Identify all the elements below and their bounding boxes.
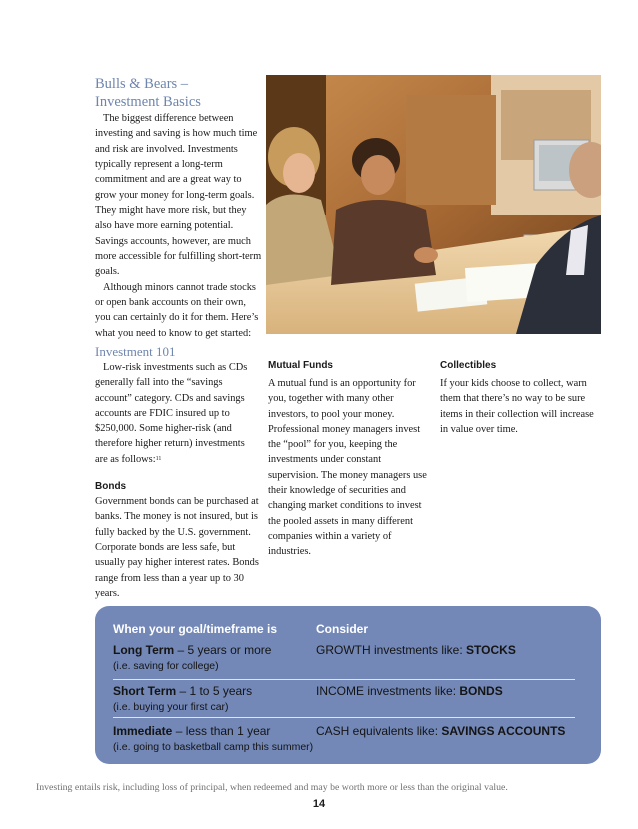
column-1 [95, 360, 260, 601]
consider-prefix: GROWTH investments like: [316, 643, 467, 657]
consider-prefix: CASH equivalents like: [316, 724, 442, 738]
investment-101-text [95, 360, 260, 467]
term-range: – 5 years or more [174, 643, 272, 657]
consider-investment: SAVINGS ACCOUNTS [441, 724, 566, 738]
bonds-text: Government bonds can be purchased at banks. The money is not insured, but is fully backed by the U.S. government. Corporate bonds are less safe, but usually pay higher interest rates. Bonds range from less than a year up to 30 years. [95, 496, 259, 599]
collectibles-heading: Collectibles [440, 360, 497, 371]
bank-photo [266, 75, 601, 334]
investment-101-body: Low-risk investments such as CDs generally fall into the “savings account” category. CDs and savings accounts are FDIC insured up to $250,000. Some higher-risk (and therefore higher return) investments are as follows: [95, 362, 248, 465]
term-example: (i.e. buying your first car) [113, 701, 229, 713]
row-term [113, 643, 271, 657]
term-example: (i.e. going to basketball camp this summer) [113, 741, 314, 753]
mutual-funds-text: A mutual fund is an opportunity for you, together with many other investors, to pool your money. Professional money managers invest the “pool” for you, keeping the investments under constant supervision. The money managers use their knowledge of securities and changing market conditions to invest the pooled assets in many different companies within a variety of industries. [268, 378, 427, 558]
row-term [113, 724, 270, 738]
title-line-2: Investment Basics [95, 94, 201, 110]
bank-scene-image [266, 75, 601, 334]
term-name: Immediate [113, 724, 173, 738]
row-divider [113, 679, 575, 680]
risk-disclaimer: Investing entails risk, including loss of principal, when redeemed and may be worth more or less than the original value. [36, 782, 508, 793]
term-range: – less than 1 year [172, 724, 271, 738]
page-number: 14 [312, 798, 326, 810]
table-header-goal: When your goal/timeframe is [113, 622, 278, 636]
investment-101-heading: Investment 101 [95, 344, 176, 359]
row-consider [316, 724, 565, 738]
term-example: (i.e. saving for college) [113, 660, 219, 672]
term-name: Short Term [113, 684, 177, 698]
row-consider [316, 643, 516, 657]
term-name: Long Term [113, 643, 175, 657]
article-title [95, 75, 265, 111]
column-3 [440, 358, 602, 437]
row-term [113, 684, 252, 698]
row-consider [316, 684, 503, 698]
intro-paragraph-2: Although minors cannot trade stocks or open bank accounts on their own, you can certainly do it for them. Here’s what you need to know to get started: [95, 281, 259, 339]
row-divider [113, 717, 575, 718]
title-line-1: Bulls & Bears – [95, 76, 189, 92]
table-header-consider: Consider [316, 622, 369, 636]
footnote-marker: 11 [155, 455, 162, 462]
intro-paragraph-1: The biggest difference between investing and saving is how much time and risk are involved. Investments typically represent a long-term commitment and are a great way to grow your money for long-term goals. They might have more risk, but they also have more earning potential. Savings accounts, however, are much more accessible for fulfilling short-term goals. [95, 113, 262, 278]
mutual-funds-heading: Mutual Funds [268, 360, 333, 371]
term-range: – 1 to 5 years [176, 684, 253, 698]
consider-prefix: INCOME investments like: [316, 684, 460, 698]
intro-text [95, 111, 262, 341]
consider-investment: BONDS [459, 684, 503, 698]
collectibles-text: If your kids choose to collect, warn them that there’s no way to be sure items in their collection will increase in value over time. [440, 378, 594, 435]
bonds-heading: Bonds [95, 481, 127, 493]
consider-investment: STOCKS [466, 643, 516, 657]
column-2 [268, 358, 428, 560]
goal-timeframe-table [95, 606, 601, 764]
